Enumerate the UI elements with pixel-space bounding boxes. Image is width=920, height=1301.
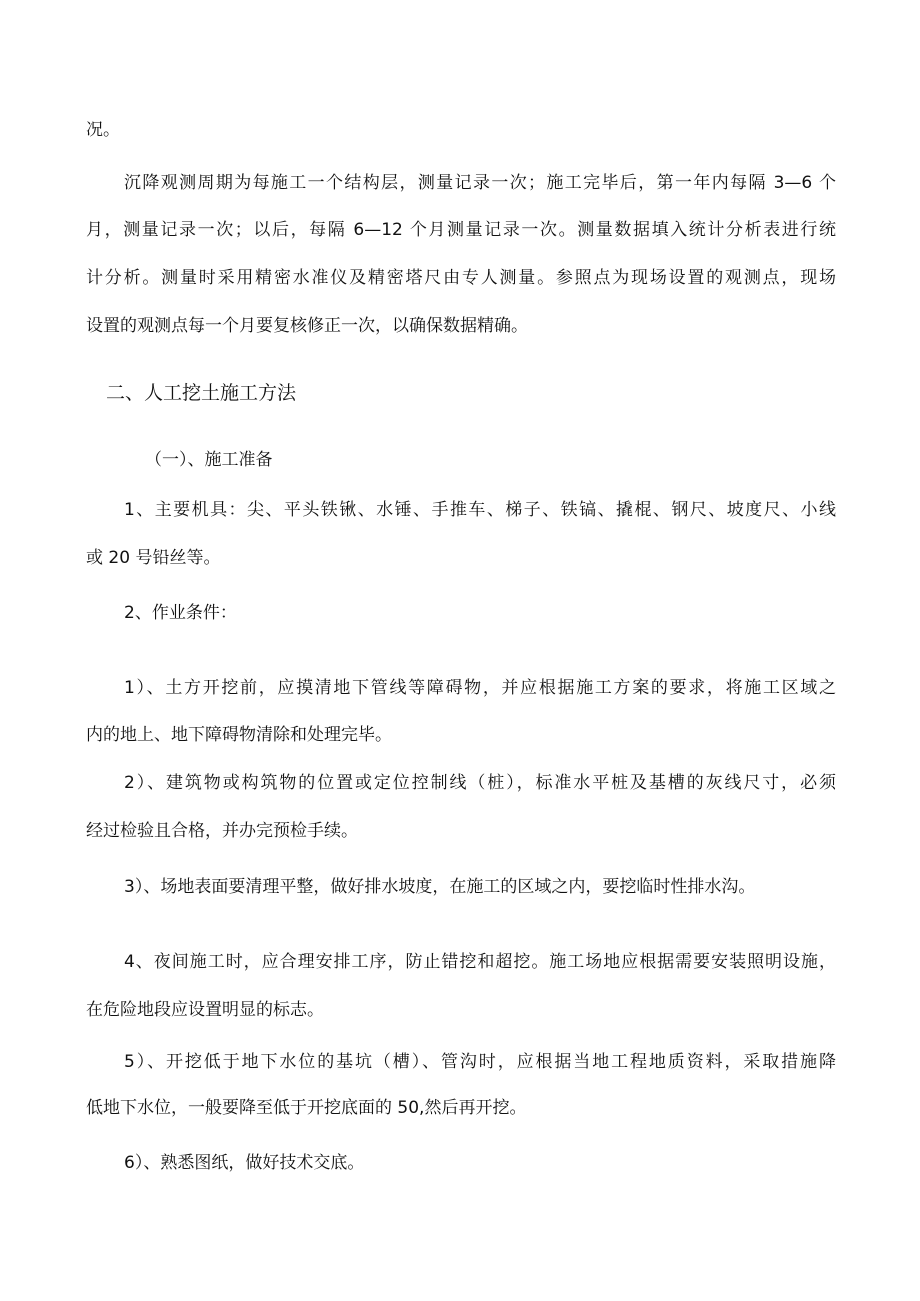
text-line-continuation: 况。 bbox=[86, 120, 120, 140]
item-1-tools-line-2: 或 20 号铅丝等。 bbox=[86, 548, 221, 568]
condition-5-line-2: 低地下水位，一般要降至低于开挖底面的 50,然后再开挖。 bbox=[86, 1098, 527, 1118]
subsection-heading-preparation: （一）、施工准备 bbox=[145, 450, 273, 470]
item-4-night-work-line-2: 在危险地段应设置明显的标志。 bbox=[86, 1000, 324, 1020]
condition-5-line-1: 5）、开挖低于地下水位的基坑（槽）、管沟时，应根据当地工程地质资料，采取措施降 bbox=[124, 1052, 836, 1072]
condition-3: 3）、场地表面要清理平整，做好排水坡度，在施工的区域之内，要挖临时性排水沟。 bbox=[124, 877, 756, 897]
section-heading-manual-excavation: 二、人工挖土施工方法 bbox=[106, 382, 297, 404]
settlement-paragraph-line-2: 月，测量记录一次；以后，每隔 6—12 个月测量记录一次。测量数据填入统计分析表进行统 bbox=[86, 220, 836, 240]
condition-1-line-1: 1）、土方开挖前，应摸清地下管线等障碍物，并应根据施工方案的要求，将施工区域之 bbox=[124, 678, 836, 698]
condition-6: 6）、熟悉图纸，做好技术交底。 bbox=[124, 1153, 365, 1173]
item-2-work-conditions: 2、作业条件： bbox=[124, 603, 237, 623]
condition-2-line-2: 经过检验且合格，并办完预检手续。 bbox=[86, 821, 358, 841]
condition-1-line-2: 内的地上、地下障碍物清除和处理完毕。 bbox=[86, 725, 392, 745]
item-1-tools-line-1: 1、主要机具：尖、平头铁锹、水锤、手推车、梯子、铁镐、撬棍、钢尺、坡度尺、小线 bbox=[124, 500, 836, 520]
settlement-paragraph-line-1: 沉降观测周期为每施工一个结构层，测量记录一次；施工完毕后，第一年内每隔 3—6 个 bbox=[124, 173, 836, 193]
settlement-paragraph-line-3: 计分析。测量时采用精密水准仪及精密塔尺由专人测量。参照点为现场设置的观测点，现场 bbox=[86, 268, 836, 288]
settlement-paragraph-line-4: 设置的观测点每一个月要复核修正一次，以确保数据精确。 bbox=[86, 316, 528, 336]
condition-2-line-1: 2）、建筑物或构筑物的位置或定位控制线（桩），标准水平桩及基槽的灰线尺寸，必须 bbox=[124, 773, 836, 793]
item-4-night-work-line-1: 4、夜间施工时，应合理安排工序，防止错挖和超挖。施工场地应根据需要安装照明设施， bbox=[124, 952, 836, 972]
